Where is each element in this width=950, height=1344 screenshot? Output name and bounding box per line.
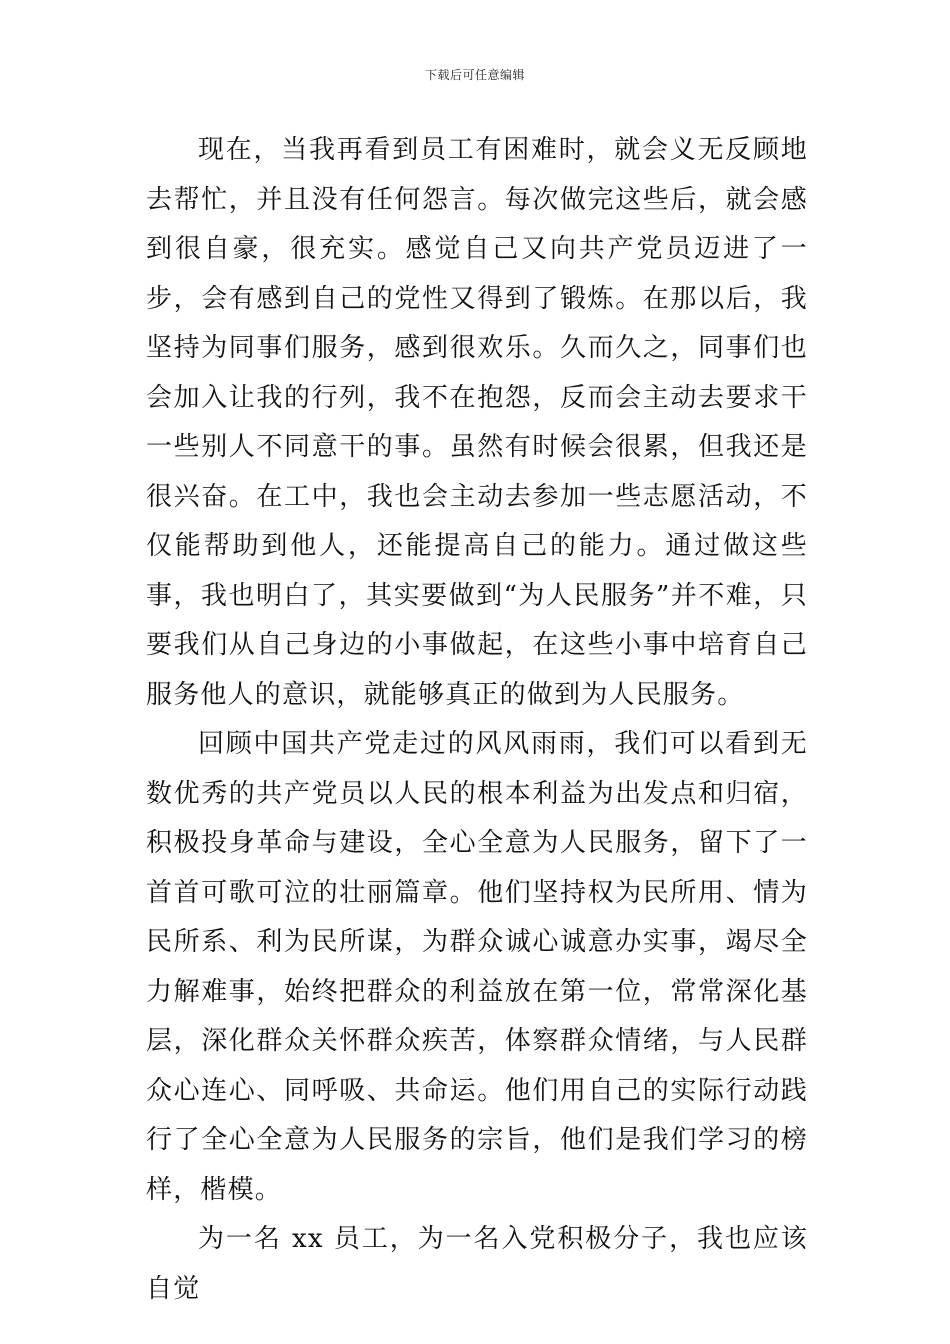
document-body	[146, 126, 808, 1314]
paragraph: 为一名 xx 员工，为一名入党积极分子，我也应该自觉	[146, 1224, 808, 1304]
paragraph: 现在，当我再看到员工有困难时，就会义无反顾地去帮忙，并且没有任何怨言。每次做完这些后，就会感到很自豪，很充实。感觉自己又向共产党员迈进了一步，会有感到自己的党性又得到了锻炼。在那以后，我坚持为同事们服务，感到很欢乐。久而久之，同事们也会加入让我的行列，我不在抱怨，反而会主动去要求干一些别人不同意干的事。虽然有时候会很累，但我还是很兴奋。在工中，我也会主动去参加一些志愿活动，不仅能帮助到他人，还能提高自己的能力。通过做这些事，我也明白了，其实要做到“为人民服务”并不难，只要我们从自己身边的小事做起，在这些小事中培育自己服务他人的意识，就能够真正的做到为人民服务。	[146, 135, 808, 710]
page-header: 下载后可任意编辑	[424, 68, 525, 82]
paragraph: 回顾中国共产党走过的风风雨雨，我们可以看到无数优秀的共产党员以人民的根本利益为出发点和归宿，积极投身革命与建设，全心全意为人民服务，留下了一首首可歌可泣的壮丽篇章。他们坚持权为民所用、情为民所系、利为民所谋，为群众诚心诚意办实事，竭尽全力解难事，始终把群众的利益放在第一位，常常深化基层，深化群众关怀群众疾苦，体察群众情绪，与人民群众心连心、同呼吸、共命运。他们用自己的实际行动践行了全心全意为人民服务的宗旨，他们是我们学习的榜样，楷模。	[146, 729, 808, 1205]
